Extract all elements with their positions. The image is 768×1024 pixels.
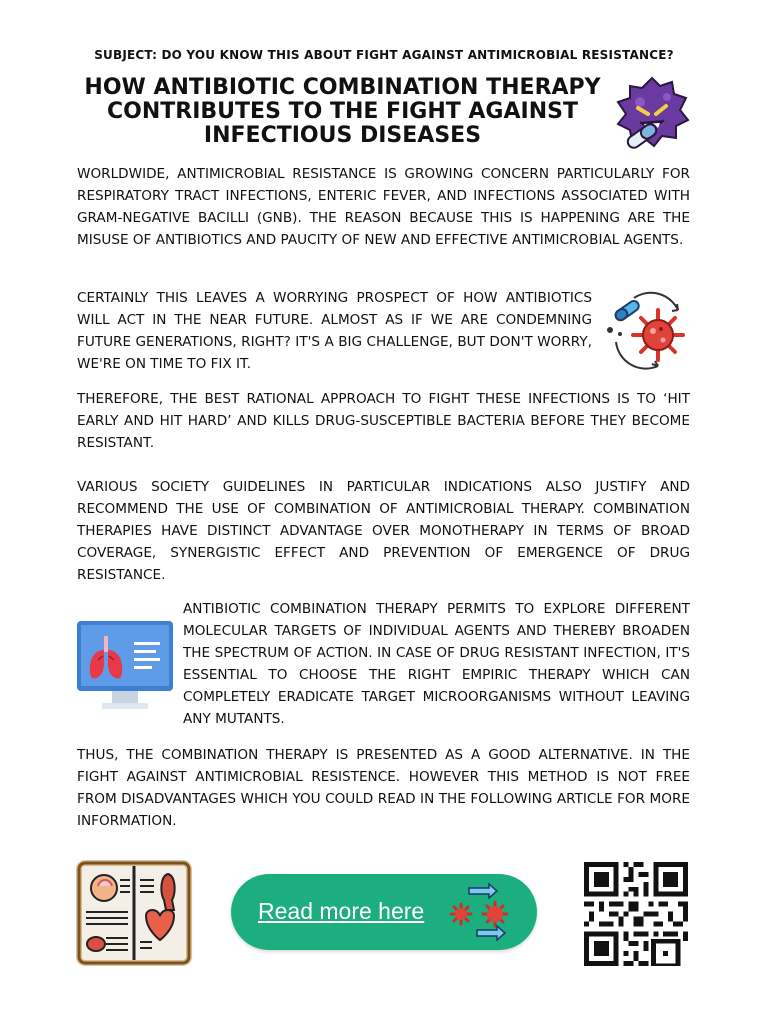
paragraph-6: THUS, THE COMBINATION THERAPY IS PRESENTED AS A GOOD ALTERNATIVE. IN THE FIGHT AGAINST ANTIMICROBIAL RESISTENCE. HOWEVER THIS METHOD IS NOT FREE FROM DISADVANTAGES WHICH YOU COULD READ IN THE FOLLOWING ARTICLE FOR MORE INFORMATION.	[77, 747, 690, 829]
paragraph-4: VARIOUS SOCIETY GUIDELINES IN PARTICULAR INDICATIONS ALSO JUSTIFY AND RECOMMEND THE USE OF COMBINATION OF ANTIMICROBIAL THERAPY. COMBINATION THERAPIES HAVE DISTINCT ADVANTAGE OVER MONOTHERAPY IN TERMS OF BROAD COVERAGE, SYNERGISTIC EFFECT AND PREVENTION OF EMERGENCE OF DRUG RESISTANCE.	[77, 479, 690, 583]
paragraph-2: CERTAINLY THIS LEAVES A WORRYING PROSPECT OF HOW ANTIBIOTICS WILL ACT IN THE NEAR FUTURE. ALMOST AS IF WE ARE CONDEMNING FUTURE GENERATIONS, RIGHT? IT'S A BIG CHALLENGE, BUT DON'T WORRY, WE'RE ON TIME TO FIX IT.	[77, 290, 592, 372]
anatomy-book-icon	[76, 860, 192, 966]
qr-code[interactable]	[584, 862, 688, 966]
page-title: HOW ANTIBIOTIC COMBINATION THERAPY CONTRIBUTES TO THE FIGHT AGAINST INFECTIOUS DISEASES	[84, 75, 601, 148]
paragraph-5: ANTIBIOTIC COMBINATION THERAPY PERMITS TO EXPLORE DIFFERENT MOLECULAR TARGETS OF INDIVIDUAL AGENTS AND THEREBY BROADEN THE SPECTRUM OF ACTION. IN CASE OF DRUG RESISTANT INFECTION, IT'S ESSENTIAL TO CHOOSE THE RIGHT EMPIRIC THERAPY WHICH CAN COMPLETELY ERADICATE TARGET MICROORGANISMS WITHOUT LEAVING ANY MUTANTS.	[183, 601, 690, 727]
read-more-button[interactable]	[231, 874, 537, 950]
virus-mascot-icon	[612, 72, 692, 152]
lungs-monitor-icon	[76, 620, 174, 712]
paragraph-1: WORLDWIDE, ANTIMICROBIAL RESISTANCE IS GROWING CONCERN PARTICULARLY FOR RESPIRATORY TRACT INFECTIONS, ENTERIC FEVER, AND INFECTIONS ASSOCIATED WITH GRAM-NEGATIVE BACILLI (GNB). THE REASON BECAUSE THIS IS HAPPENING ARE THE MISUSE OF ANTIBIOTICS AND PAUCITY OF NEW AND EFFECTIVE ANTIMICROBIAL AGENTS.	[77, 166, 690, 248]
paragraph-3: THEREFORE, THE BEST RATIONAL APPROACH TO FIGHT THESE INFECTIONS IS TO ‘HIT EARLY AND HIT HARD’ AND KILLS DRUG-SUSCEPTIBLE BACTERIA BEFORE THEY BECOME RESISTANT.	[77, 391, 690, 451]
read-more-label: Read more here	[258, 898, 425, 924]
virus-arrows-icon	[447, 882, 529, 946]
bacteria-virus-icon	[598, 290, 693, 370]
subject-line: SUBJECT: DO YOU KNOW THIS ABOUT FIGHT AGAINST ANTIMICROBIAL RESISTANCE?	[94, 48, 674, 62]
